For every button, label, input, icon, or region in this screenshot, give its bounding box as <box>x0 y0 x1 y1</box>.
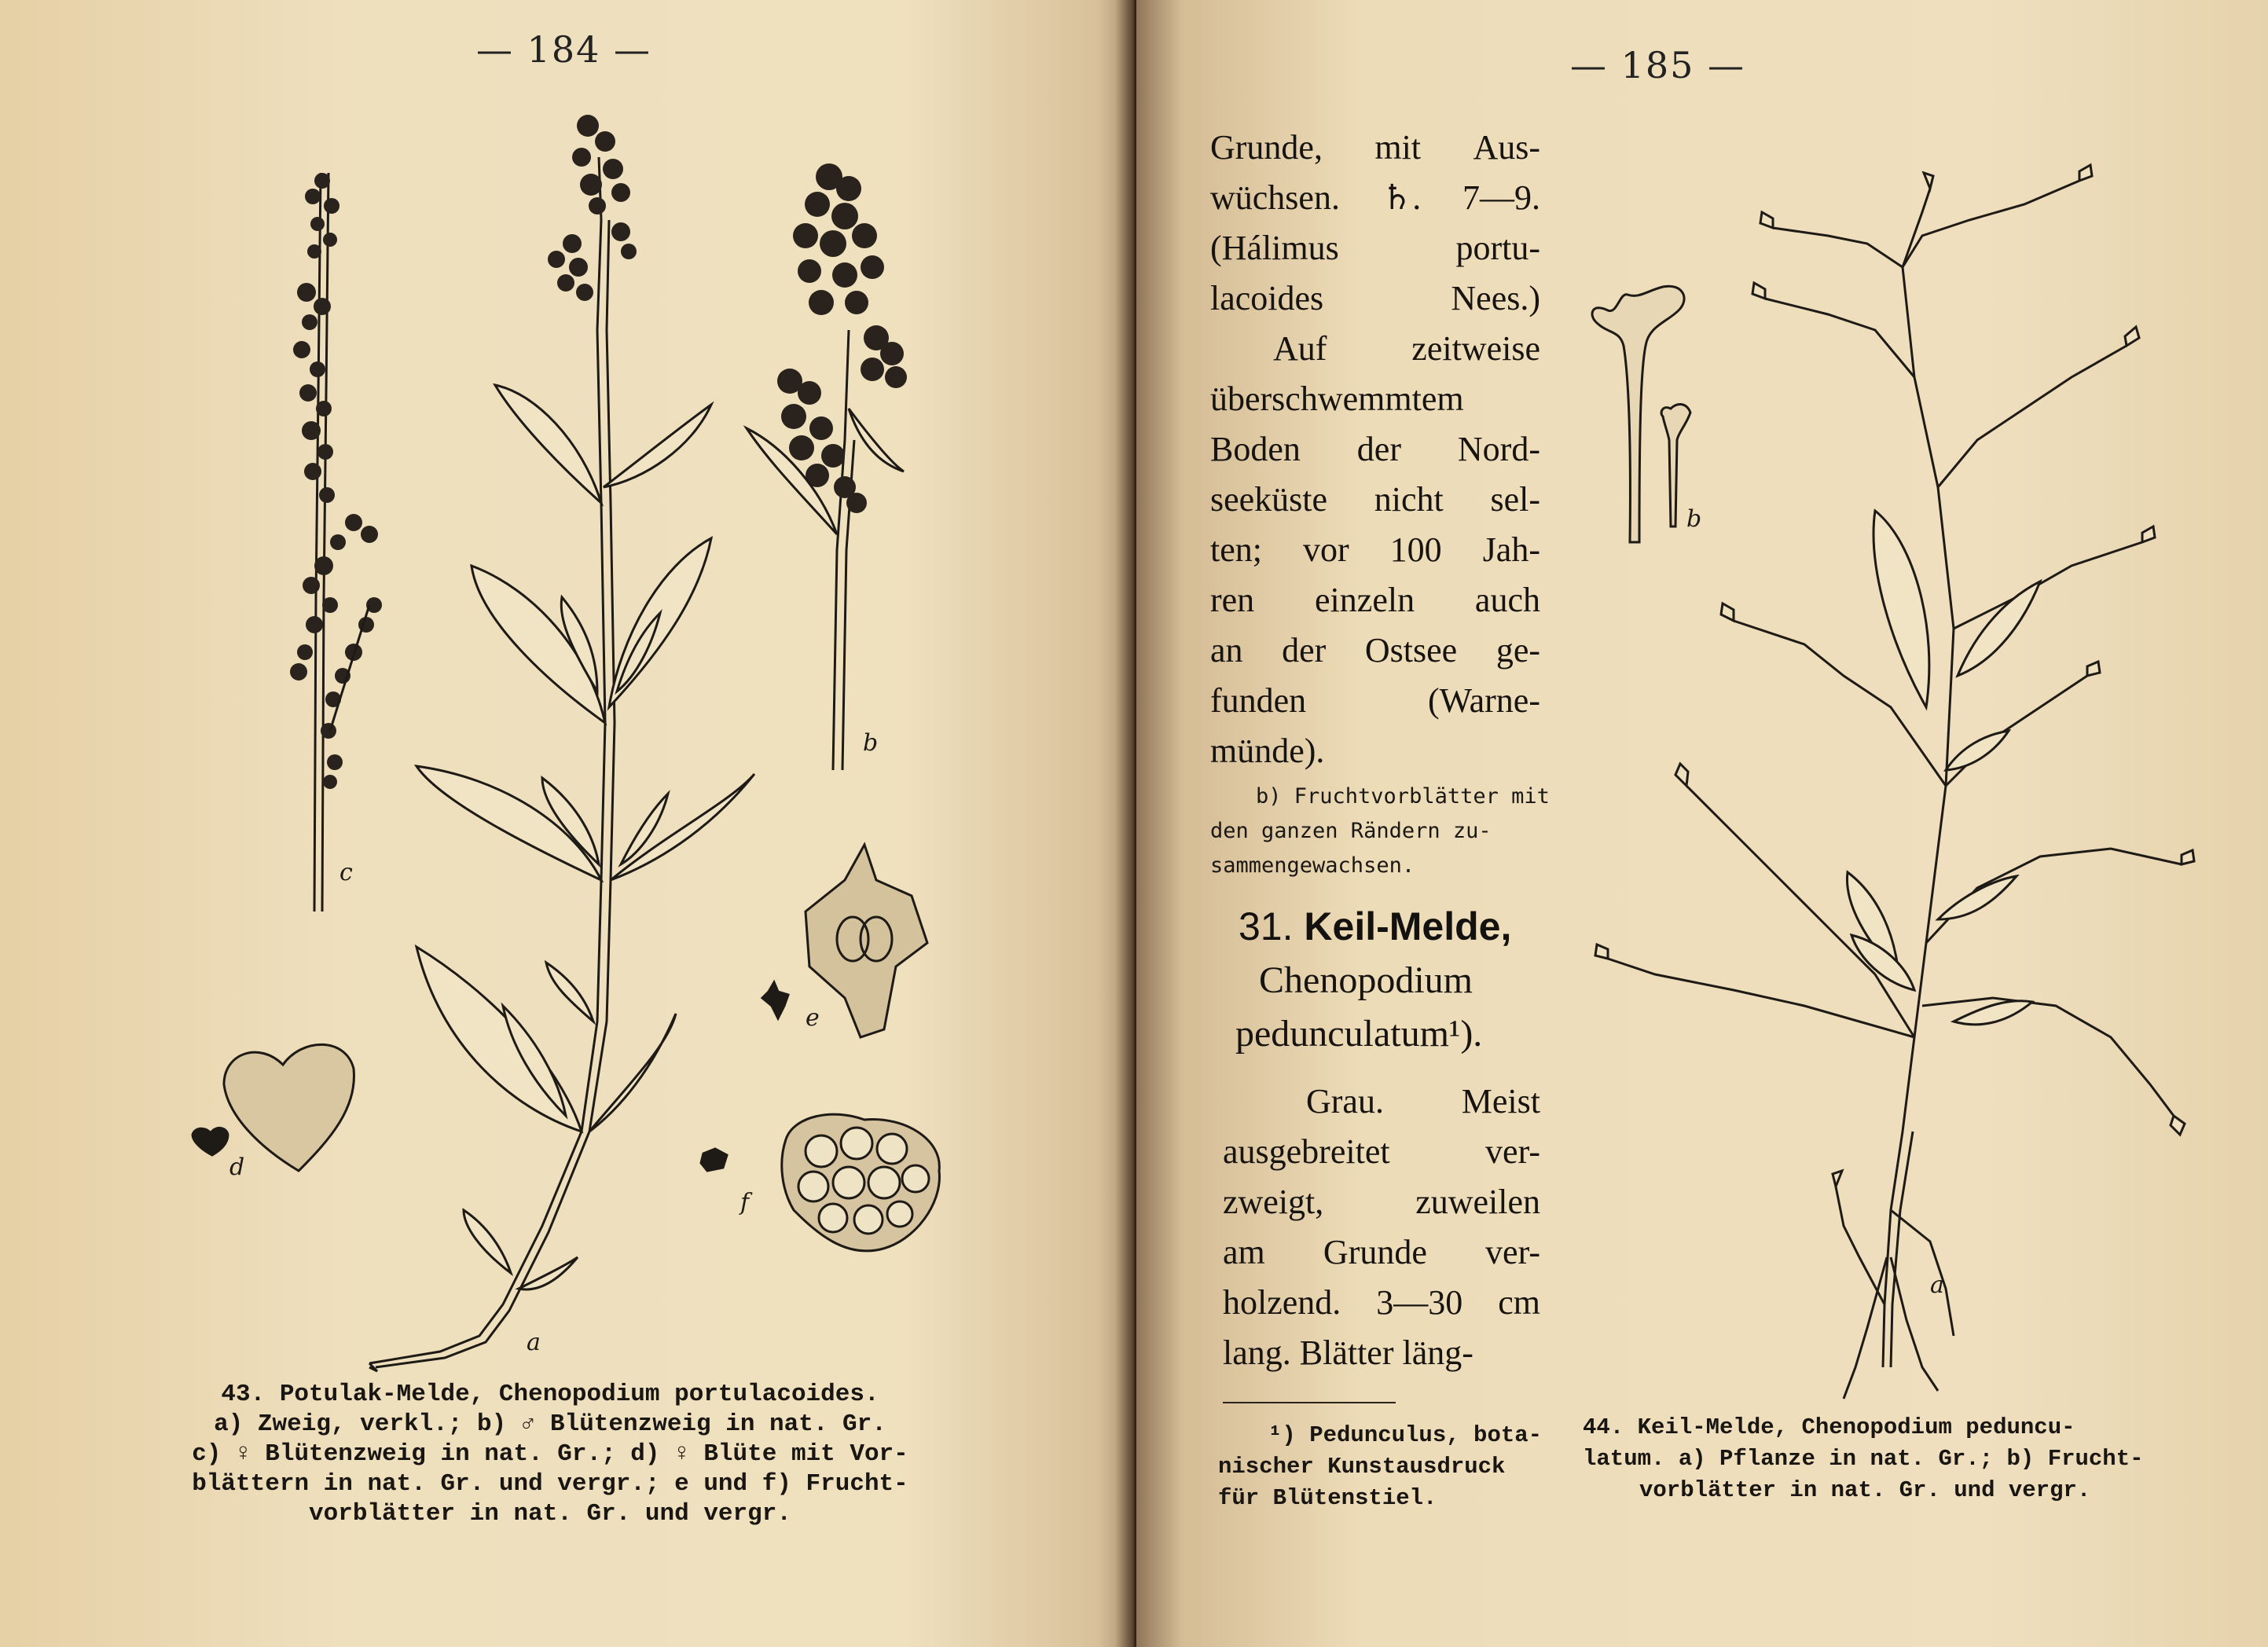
species-heading <box>1239 904 1511 949</box>
note-line: den ganzen Rändern zu- <box>1210 819 1492 843</box>
body-line: seeküste nicht sel- <box>1210 480 1540 519</box>
body-line: lacoides Nees.) <box>1210 279 1540 317</box>
body-line: an der Ostsee ge- <box>1210 631 1540 669</box>
caption-line: vorblätter in nat. Gr. und vergr. <box>309 1500 791 1528</box>
description-line: zweigt, zuweilen <box>1223 1183 1540 1221</box>
species-number: 31. <box>1239 904 1294 948</box>
body-line: (Hálimus portu- <box>1210 229 1540 267</box>
fig-b-fruit-bracts <box>1592 286 1690 542</box>
fig-label-f: f <box>740 1189 750 1216</box>
left-page <box>0 0 1132 1647</box>
body-line: Auf zeitweise <box>1273 329 1540 368</box>
description-line: lang. Blätter läng- <box>1223 1333 1473 1372</box>
body-line: überschwemmtem <box>1210 380 1464 418</box>
description-line: holzend. 3—30 cm <box>1223 1283 1540 1322</box>
fig-c-female-twig <box>290 173 382 912</box>
note-line: b) Fruchtvorblätter mit <box>1256 784 1550 809</box>
caption-line: 44. Keil-Melde, Chenopodium peduncu- <box>1583 1414 2075 1440</box>
page-number: — 185 — <box>1570 44 1746 86</box>
caption-line: c) ♀ Blütenzweig in nat. Gr.; d) ♀ Blüte mit Vor- <box>192 1440 908 1468</box>
description-line: am Grunde ver- <box>1223 1233 1540 1271</box>
footnote-line: nischer Kunstausdruck <box>1218 1454 1506 1480</box>
fig-label-e: e <box>806 1004 820 1032</box>
body-line: ren einzeln auch <box>1210 581 1540 619</box>
fig-label-b: b <box>863 729 879 757</box>
body-line: ten; vor 100 Jah- <box>1210 530 1540 569</box>
caption-line: 43. Potulak-Melde, Chenopodium portulacoides. <box>221 1381 879 1408</box>
fig-b-male-branch <box>747 163 907 770</box>
right-page <box>1136 0 2268 1647</box>
footnote-rule <box>1223 1402 1396 1403</box>
latin-name-line: pedunculatum¹). <box>1235 1013 1483 1055</box>
page-number: — 184 — <box>476 28 652 71</box>
body-line: funden (Warne- <box>1210 681 1540 720</box>
body-line: Boden der Nord- <box>1210 430 1540 468</box>
fig-label-c: c <box>339 859 353 886</box>
fig-e-bracts <box>762 845 927 1037</box>
note-line: sammengewachsen. <box>1210 853 1415 878</box>
latin-name-line: Chenopodium <box>1259 959 1473 1001</box>
footnote-line: für Blütenstiel. <box>1218 1485 1437 1511</box>
fig-label-a: a <box>1930 1271 1944 1299</box>
caption-line: vorblätter in nat. Gr. und vergr. <box>1639 1477 2091 1503</box>
description-line: ausgebreitet ver- <box>1223 1132 1540 1171</box>
caption-line: a) Zweig, verkl.; b) ♂ Blütenzweig in nat. Gr. <box>214 1410 886 1438</box>
body-line: wüchsen. ♄. 7—9. <box>1210 178 1540 217</box>
fig-a-plant <box>1595 165 2194 1399</box>
fig-f-bracts <box>701 1114 939 1251</box>
body-line: Grunde, mit Aus- <box>1210 128 1540 167</box>
caption-line: blättern in nat. Gr. und vergr.; e und f) Frucht- <box>192 1470 908 1498</box>
fig-label-b: b <box>1686 505 1702 533</box>
body-line: münde). <box>1210 732 1325 770</box>
fig-d-bracts <box>193 1044 354 1171</box>
species-name: Keil-Melde, <box>1304 904 1512 948</box>
fig-a-branch <box>369 115 754 1371</box>
footnote-line: ¹) Pedunculus, bota- <box>1268 1422 1543 1448</box>
description-line: Grau. Meist <box>1306 1082 1540 1121</box>
fig-label-d: d <box>229 1154 245 1181</box>
fig-label-a: a <box>527 1329 541 1356</box>
caption-line: latum. a) Pflanze in nat. Gr.; b) Frucht- <box>1583 1446 2144 1472</box>
